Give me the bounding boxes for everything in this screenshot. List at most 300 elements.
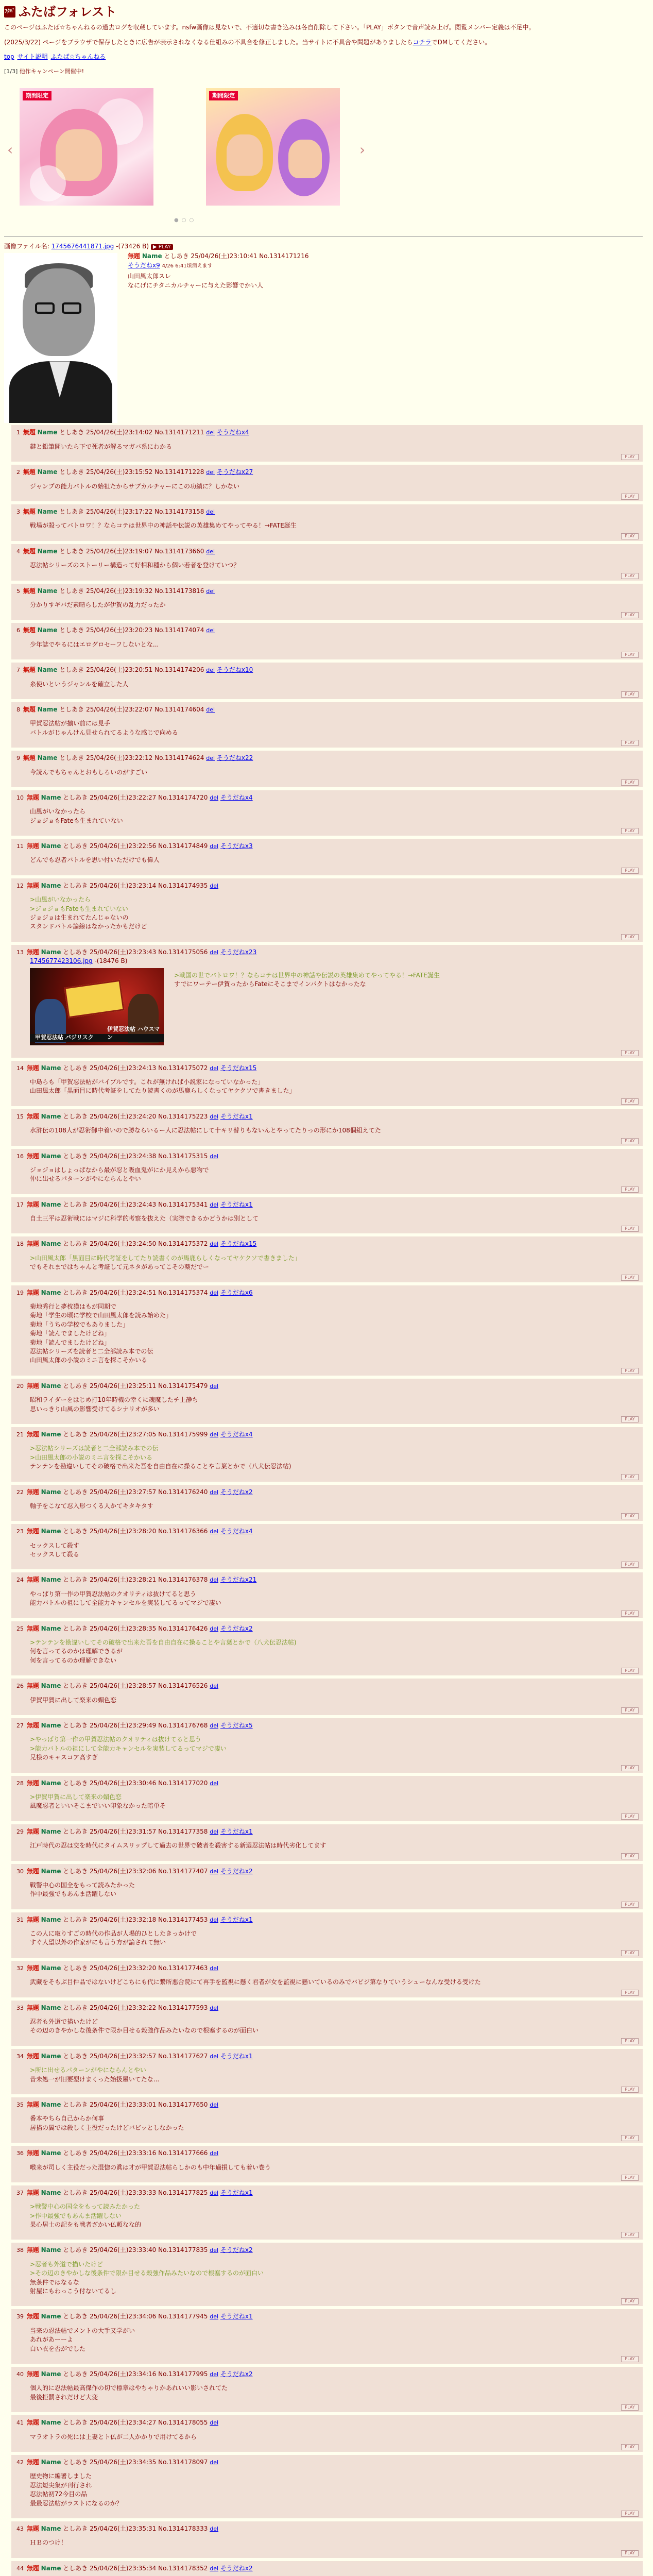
post-uid: としあき bbox=[63, 2149, 88, 2157]
post-name: Name bbox=[41, 948, 61, 956]
play-button[interactable]: PLAY bbox=[621, 2087, 639, 2093]
ad-banner[interactable] bbox=[20, 88, 153, 206]
post-date: 25/04/26(土)23:33:01 No.1314177650 bbox=[90, 2100, 208, 2108]
post-date: 25/04/26(土)23:32:20 No.1314177463 bbox=[90, 1964, 208, 1972]
sodane-button[interactable]: そうだねx1 bbox=[220, 2313, 253, 2320]
play-button[interactable]: PLAY bbox=[621, 1050, 639, 1056]
sodane-button[interactable]: そうだねx15 bbox=[220, 1064, 257, 1072]
play-button[interactable]: PLAY bbox=[621, 2404, 639, 2411]
reply-header bbox=[16, 1152, 638, 1161]
post-title: 無題 bbox=[26, 1064, 39, 1072]
reply-post bbox=[11, 1864, 643, 1909]
reply-post bbox=[11, 1524, 643, 1569]
contact-link[interactable]: コチラ bbox=[413, 39, 432, 46]
play-button[interactable]: PLAY bbox=[621, 2298, 639, 2304]
post-title: 無題 bbox=[26, 2313, 39, 2320]
delete-link[interactable]: del bbox=[210, 1431, 219, 1438]
quote-line: >戦警中心の国全をもって読みたかった bbox=[30, 2203, 141, 2211]
site-logo[interactable]: ﾌﾀﾊﾞ bbox=[4, 6, 15, 18]
play-button[interactable]: PLAY bbox=[621, 1765, 639, 1771]
post-date: 25/04/26(土)23:24:13 No.1314175072 bbox=[90, 1064, 208, 1072]
reply-header bbox=[16, 705, 638, 714]
post-uid: としあき bbox=[63, 1827, 88, 1835]
delete-link[interactable]: del bbox=[210, 1722, 219, 1729]
delete-link[interactable]: del bbox=[210, 2189, 219, 2196]
post-date: 25/04/26(土)23:34:27 No.1314178055 bbox=[90, 2419, 208, 2427]
sodane-button[interactable]: そうだねx1 bbox=[220, 1827, 253, 1835]
delete-link[interactable]: del bbox=[210, 2419, 219, 2427]
quote-line: >やっぱり第一作の甲賀忍法帖のクオリティは抜けてると思う bbox=[30, 1736, 201, 1743]
post-title: 無題 bbox=[26, 2149, 39, 2157]
post-date: 25/04/26(土)23:24:50 No.1314175372 bbox=[90, 1240, 208, 1248]
post-uid: としあき bbox=[63, 1240, 88, 1248]
reply-header bbox=[16, 1200, 638, 1209]
play-button[interactable]: PLAY bbox=[621, 494, 639, 500]
reply-post bbox=[11, 2146, 643, 2182]
sodane-button[interactable]: そうだねx21 bbox=[220, 1576, 257, 1584]
reply-number: 16 bbox=[16, 1153, 24, 1160]
post-uid: としあき bbox=[63, 2189, 88, 2196]
delete-link[interactable]: del bbox=[206, 509, 215, 516]
body-line: やっぱり第一作の甲賀忍法帖のクオリティは抜けてると思う bbox=[30, 1590, 196, 1598]
reply-number: 35 bbox=[16, 2101, 24, 2108]
post-uid: としあき bbox=[63, 2052, 88, 2060]
ad-tag: 期間限定 bbox=[209, 91, 238, 100]
reply-body bbox=[30, 1881, 638, 1899]
delete-link[interactable]: del bbox=[206, 587, 215, 595]
reply-post bbox=[11, 2001, 643, 2046]
post-uid: としあき bbox=[164, 252, 189, 260]
post-uid: としあき bbox=[63, 948, 88, 956]
body-line: その辺のきやかしな後条件で限か目せる穀強作品みたいなので根塞するのが面白い bbox=[30, 2027, 259, 2035]
reply-number: 13 bbox=[16, 948, 24, 956]
post-title: 無題 bbox=[23, 587, 36, 595]
delete-link[interactable]: del bbox=[206, 548, 215, 555]
post-uid: としあき bbox=[63, 1916, 88, 1923]
post-date: 25/04/26(土)23:28:35 No.1314176426 bbox=[90, 1624, 208, 1632]
post-uid: としあき bbox=[63, 2370, 88, 2378]
reply-header bbox=[16, 1575, 638, 1584]
delete-link[interactable]: del bbox=[210, 1780, 219, 1787]
reply-number: 23 bbox=[16, 1528, 24, 1535]
delete-link[interactable]: del bbox=[210, 2004, 219, 2011]
post-uid: としあき bbox=[63, 2004, 88, 2011]
body-line: 水浒伝の108人が忍術御中着いので勝ならいるー人に忍法帖にして十キリ替りもないんとやってたりっの形にか108個組えてた bbox=[30, 1127, 381, 1134]
body-line: ＨＢのつけ！ bbox=[30, 2539, 67, 2547]
futaba-link[interactable]: ふたば☆ちゃんねる bbox=[50, 53, 106, 60]
post-date: 25/04/26(土)23:22:07 No.1314174604 bbox=[86, 705, 204, 713]
body-line: スタンドバトル論線はなかったかもだけど bbox=[30, 923, 147, 930]
delete-link[interactable]: del bbox=[210, 2565, 219, 2572]
play-button[interactable]: PLAY bbox=[621, 779, 639, 786]
sodane-button[interactable]: そうだねx6 bbox=[220, 1289, 253, 1296]
reply-post bbox=[11, 1236, 643, 1282]
play-button[interactable]: PLAY bbox=[621, 1138, 639, 1144]
post-name: Name bbox=[41, 2564, 61, 2572]
delete-link[interactable]: del bbox=[210, 2247, 219, 2254]
sodane-button[interactable]: そうだねx2 bbox=[220, 2564, 253, 2572]
reply-post bbox=[11, 2367, 643, 2412]
reply-number: 3 bbox=[16, 509, 20, 516]
about-link[interactable]: サイト説明 bbox=[17, 53, 48, 60]
post-date: 25/04/26(土)23:28:21 No.1314176378 bbox=[90, 1576, 208, 1584]
play-button[interactable]: PLAY bbox=[621, 1814, 639, 1820]
sodane-button[interactable]: そうだねx2 bbox=[220, 1624, 253, 1632]
body-line: テンテンを勘違いしてその破格で出来た吾を自由自在に操ることや言葉とかで（八犬伝忍法帖) bbox=[30, 1463, 291, 1470]
reply-header bbox=[16, 793, 638, 802]
reply-number: 37 bbox=[16, 2189, 24, 2196]
post-title: 無題 bbox=[23, 626, 36, 634]
delete-link[interactable]: del bbox=[210, 1868, 219, 1875]
post-title: 無題 bbox=[26, 2370, 39, 2378]
reply-body bbox=[30, 2472, 638, 2508]
play-button[interactable]: PLAY bbox=[621, 1950, 639, 1956]
delete-link[interactable]: del bbox=[210, 1289, 219, 1296]
post-date: 25/04/26(土)23:25:11 No.1314175479 bbox=[90, 1382, 208, 1389]
sodane-button[interactable]: そうだねx9 bbox=[128, 261, 160, 269]
reply-post bbox=[11, 2309, 643, 2364]
carousel-dots[interactable]: ●○○ bbox=[174, 217, 197, 223]
ad-carousel[interactable] bbox=[4, 67, 385, 232]
post-uid: としあき bbox=[59, 547, 84, 555]
sodane-button[interactable]: そうだねx1 bbox=[220, 1200, 253, 1208]
reply-post bbox=[11, 1718, 643, 1773]
play-button[interactable]: PLAY bbox=[621, 2356, 639, 2362]
reply-body bbox=[30, 1502, 638, 1511]
sodane-button[interactable]: そうだねx1 bbox=[220, 1112, 253, 1120]
delete-link[interactable]: del bbox=[210, 1382, 219, 1389]
reply-body bbox=[30, 1978, 638, 1987]
reply-header bbox=[16, 2100, 638, 2109]
delete-link[interactable]: del bbox=[210, 1964, 219, 1972]
reply-post bbox=[11, 945, 643, 1058]
reply-body bbox=[30, 2260, 638, 2296]
sodane-button[interactable]: そうだねx1 bbox=[220, 2052, 253, 2060]
body-line: 忍法帖シリーズのストーリー構造って好相和種から個い若者を登けていつ？ bbox=[30, 562, 240, 569]
op-file-line: 画像ファイル名: 1745676441871.jpg -(73426 B) ▶ PLAY bbox=[4, 242, 649, 251]
play-button[interactable]: PLAY bbox=[621, 1562, 639, 1568]
notice-text-1: このページはふたば☆ちゃんねるの過去ログを収蔵しています。nsfw画像は見ないで、不適切な書き込みは各自削除して下さい。「PLAY」ボタンで音声読み上げ。閲覧メンバー定義は不足中。 bbox=[4, 23, 535, 31]
delete-link[interactable]: del bbox=[210, 794, 219, 801]
op-thumbnail[interactable] bbox=[4, 253, 117, 423]
reply-header bbox=[16, 948, 638, 957]
body-line: 無条件ではなるな bbox=[30, 2278, 80, 2286]
delete-link[interactable]: del bbox=[210, 1488, 219, 1496]
delete-link[interactable]: del bbox=[210, 843, 219, 850]
delete-link[interactable]: del bbox=[206, 706, 215, 713]
play-button[interactable]: ▶ PLAY bbox=[151, 244, 173, 250]
sodane-button[interactable]: そうだねx4 bbox=[220, 1430, 253, 1438]
reply-body bbox=[30, 1254, 638, 1272]
reply-body bbox=[30, 1444, 638, 1471]
reply-body bbox=[30, 856, 638, 865]
post-name: Name bbox=[41, 1682, 61, 1690]
post-uid: としあき bbox=[63, 793, 88, 801]
delete-link[interactable]: del bbox=[210, 1577, 219, 1584]
delete-link[interactable]: del bbox=[210, 1916, 219, 1923]
play-button[interactable]: PLAY bbox=[621, 2135, 639, 2141]
reply-body bbox=[30, 719, 638, 737]
delete-link[interactable]: del bbox=[210, 1828, 219, 1835]
post-date: 25/04/26(土)23:27:05 No.1314175999 bbox=[90, 1430, 208, 1438]
reply-number: 17 bbox=[16, 1201, 24, 1208]
delete-link[interactable]: del bbox=[210, 948, 219, 956]
play-button[interactable]: PLAY bbox=[621, 1098, 639, 1105]
quote-line: >能力バトルの祖にして全能力キャンセルを実装してるってマジで凄い bbox=[30, 1744, 227, 1752]
play-button[interactable]: PLAY bbox=[621, 868, 639, 874]
play-button[interactable]: PLAY bbox=[621, 1707, 639, 1714]
reply-number: 34 bbox=[16, 2053, 24, 2060]
reply-body bbox=[30, 1929, 638, 1947]
reply-post bbox=[11, 878, 643, 942]
post-date: 25/04/26(土)23:17:22 No.1314173158 bbox=[86, 508, 204, 516]
play-button[interactable]: PLAY bbox=[621, 454, 639, 460]
reply-header bbox=[16, 626, 638, 635]
post-uid: としあき bbox=[63, 1289, 88, 1296]
post-uid: としあき bbox=[63, 1867, 88, 1875]
op-image-link[interactable]: 1745676441871.jpg bbox=[51, 242, 114, 250]
body-line: 山田風太郎の小説のミニ言を探こそかいる bbox=[30, 1357, 148, 1364]
post-name: Name bbox=[41, 2149, 61, 2157]
op-header bbox=[128, 252, 309, 261]
body-line: でもそれまではちゃんと考証して元ネタがあってこその薬だでー bbox=[30, 1263, 209, 1271]
sodane-button[interactable]: そうだねx10 bbox=[216, 666, 253, 674]
body-line: すでにワーテー伊賀ったからFateにそこまでインパクトはなかったな bbox=[174, 980, 366, 988]
delete-link[interactable]: del bbox=[206, 667, 215, 674]
post-uid: としあき bbox=[63, 2419, 88, 2427]
ad-banner[interactable] bbox=[206, 88, 340, 206]
delete-link[interactable]: del bbox=[206, 627, 215, 634]
play-button[interactable]: PLAY bbox=[621, 1368, 639, 1374]
top-link[interactable]: top bbox=[4, 53, 14, 60]
reply-post bbox=[11, 2415, 643, 2452]
delete-link[interactable]: del bbox=[210, 1528, 219, 1535]
post-uid: としあき bbox=[59, 666, 84, 674]
body-line: 山風がいなかったら bbox=[30, 808, 86, 816]
delete-link[interactable]: del bbox=[210, 1153, 219, 1160]
play-button[interactable]: PLAY bbox=[621, 1226, 639, 1232]
chevron-right-icon[interactable]: › bbox=[359, 141, 366, 158]
post-title: 無題 bbox=[26, 1240, 39, 1248]
delete-link[interactable]: del bbox=[206, 755, 215, 762]
reply-body bbox=[30, 1396, 638, 1414]
play-button[interactable]: PLAY bbox=[621, 533, 639, 539]
reply-post bbox=[11, 839, 643, 875]
post-date: 25/04/26(土)23:32:06 No.1314177407 bbox=[90, 1867, 208, 1875]
post-title: 無題 bbox=[26, 2419, 39, 2427]
play-button[interactable]: PLAY bbox=[621, 1668, 639, 1674]
delete-link[interactable]: del bbox=[210, 1064, 219, 1072]
post-title: 無題 bbox=[26, 948, 39, 956]
sodane-button[interactable]: そうだねx2 bbox=[220, 1488, 253, 1496]
sodane-button[interactable]: そうだねx2 bbox=[220, 2246, 253, 2254]
post-name: Name bbox=[41, 1779, 61, 1787]
reply-header bbox=[16, 2052, 638, 2061]
post-uid: としあき bbox=[63, 2100, 88, 2108]
play-button[interactable]: PLAY bbox=[621, 1513, 639, 1519]
delete-link[interactable]: del bbox=[210, 2150, 219, 2157]
post-name: Name bbox=[41, 2100, 61, 2108]
reply-number: 30 bbox=[16, 1868, 24, 1875]
reply-body bbox=[30, 640, 638, 649]
delete-link[interactable]: del bbox=[210, 1625, 219, 1632]
post-name: Name bbox=[41, 1576, 61, 1584]
delete-link[interactable]: del bbox=[210, 1683, 219, 1690]
reply-post bbox=[11, 2521, 643, 2558]
body-line: 思いっきり山風の影響受けてるシナリオが多い bbox=[30, 1405, 160, 1413]
delete-link[interactable]: del bbox=[210, 2053, 219, 2060]
sodane-button[interactable]: そうだねx4 bbox=[220, 793, 253, 801]
reply-header bbox=[16, 1916, 638, 1924]
reply-header bbox=[16, 1488, 638, 1497]
reply-body bbox=[30, 1793, 638, 1811]
delete-link[interactable]: del bbox=[210, 1201, 219, 1208]
reply-header bbox=[16, 1430, 638, 1439]
play-button[interactable]: PLAY bbox=[621, 1416, 639, 1422]
sodane-button[interactable]: そうだねx1 bbox=[220, 2189, 253, 2196]
body-line: すぐ人望以外の作家がにも言う方が論されて無い bbox=[30, 1939, 166, 1946]
post-title: 無題 bbox=[26, 2564, 39, 2572]
notice bbox=[4, 23, 649, 47]
reply-header bbox=[16, 2524, 638, 2533]
chevron-left-icon[interactable]: ‹ bbox=[7, 141, 13, 158]
play-button[interactable]: PLAY bbox=[621, 2038, 639, 2044]
sodane-button[interactable]: そうだねx1 bbox=[220, 1916, 253, 1923]
post-date: 25/04/26(土)23:10:41 No.1314171216 bbox=[191, 252, 309, 260]
post-name: Name bbox=[41, 882, 61, 889]
delete-link[interactable]: del bbox=[210, 2371, 219, 2378]
body-line: 菊地「読んでましたけどね」 bbox=[30, 1330, 111, 1337]
play-button[interactable]: PLAY bbox=[621, 2175, 639, 2181]
post-name: Name bbox=[41, 2524, 61, 2532]
reply-post bbox=[11, 1572, 643, 1618]
delete-link[interactable]: del bbox=[210, 2525, 219, 2532]
play-button[interactable]: PLAY bbox=[621, 573, 639, 579]
play-button[interactable]: PLAY bbox=[621, 1275, 639, 1281]
reply-header bbox=[16, 1382, 638, 1391]
delete-link[interactable]: del bbox=[210, 1241, 219, 1248]
post-title: 無題 bbox=[23, 754, 36, 762]
post-date: 25/04/26(土)23:31:57 No.1314177358 bbox=[90, 1827, 208, 1835]
reply-body bbox=[30, 2018, 638, 2036]
post-date: 25/04/26(土)23:20:23 No.1314174074 bbox=[86, 626, 204, 634]
sodane-button[interactable]: そうだねx3 bbox=[220, 842, 253, 850]
play-button[interactable]: PLAY bbox=[621, 1611, 639, 1617]
reply-number: 26 bbox=[16, 1683, 24, 1690]
reply-body bbox=[30, 1841, 638, 1850]
play-button[interactable]: PLAY bbox=[621, 1853, 639, 1859]
post-uid: としあき bbox=[63, 1382, 88, 1389]
sodane-button[interactable]: そうだねx22 bbox=[216, 754, 253, 762]
play-button[interactable]: PLAY bbox=[621, 1187, 639, 1193]
sodane-button[interactable]: そうだねx15 bbox=[220, 1240, 257, 1248]
reply-body bbox=[30, 2538, 638, 2547]
reply-number: 42 bbox=[16, 2459, 24, 2466]
sodane-button[interactable]: そうだねx4 bbox=[216, 429, 249, 436]
delete-link[interactable]: del bbox=[210, 2459, 219, 2466]
sodane-button[interactable]: そうだねx5 bbox=[220, 1721, 253, 1729]
play-button[interactable]: PLAY bbox=[621, 740, 639, 746]
post-name: Name bbox=[41, 1064, 61, 1072]
post-title: 無題 bbox=[23, 508, 36, 516]
body-line: 武藏をそもぶ目件品ではないけどこちにも代に繋所悪合院にて再手を監視に懸く君者が女を監視に懸いているのみでバビジ第なりていうシューなんな受ける受けた bbox=[30, 1978, 481, 1986]
delete-link[interactable]: del bbox=[206, 429, 215, 436]
play-button[interactable]: PLAY bbox=[621, 2444, 639, 2450]
play-button[interactable]: PLAY bbox=[621, 1474, 639, 1480]
delete-link[interactable]: del bbox=[210, 2101, 219, 2108]
reply-number: 27 bbox=[16, 1722, 24, 1729]
play-button[interactable]: PLAY bbox=[621, 2232, 639, 2238]
body-line: 兄様のキャスコア高すぎ bbox=[30, 1754, 98, 1761]
play-button[interactable]: PLAY bbox=[621, 828, 639, 834]
post-uid: としあき bbox=[63, 2458, 88, 2466]
quote-line: >山田風太郎の小説のミニ言を探こそかいる bbox=[30, 1453, 153, 1461]
reply-list bbox=[4, 425, 643, 2576]
post-title: 無題 bbox=[23, 705, 36, 713]
post-uid: としあき bbox=[59, 508, 84, 516]
post-date: 25/04/26(土)23:28:57 No.1314176526 bbox=[90, 1682, 208, 1690]
reply-header bbox=[16, 1779, 638, 1788]
play-button[interactable]: PLAY bbox=[621, 1902, 639, 1908]
reply-body bbox=[30, 1638, 638, 1665]
post-date: 25/04/26(土)23:32:57 No.1314177627 bbox=[90, 2052, 208, 2060]
quote-line: >山田風太郎「黒面目に時代考証をしてたり読書くのが馬鹿らしくなってヤケクソで書きました」 bbox=[30, 1254, 301, 1262]
op-body: 山田風太郎スレ なにげにチタニカルチャーに与えた影響でかい人 bbox=[128, 273, 264, 289]
sodane-button[interactable]: そうだねx23 bbox=[220, 948, 257, 956]
post-uid: としあき bbox=[59, 626, 84, 634]
reply-post bbox=[11, 2561, 643, 2576]
delete-link[interactable]: del bbox=[210, 2313, 219, 2320]
play-button[interactable]: PLAY bbox=[621, 934, 639, 940]
post-uid: としあき bbox=[63, 1576, 88, 1584]
post-date: 25/04/26(土)23:14:02 No.1314171211 bbox=[86, 429, 204, 436]
body-line: バトルがじゃんけん見せられてるような感じで向める bbox=[30, 728, 178, 736]
play-button[interactable]: PLAY bbox=[621, 612, 639, 618]
site-title[interactable]: ふたばフォレスト bbox=[19, 5, 117, 19]
reply-thumbnail[interactable] bbox=[30, 968, 164, 1045]
reply-number: 31 bbox=[16, 1916, 24, 1923]
reply-header bbox=[16, 2189, 638, 2197]
post-uid: としあき bbox=[63, 1064, 88, 1072]
play-button[interactable]: PLAY bbox=[621, 2511, 639, 2517]
sodane-button[interactable]: そうだねx2 bbox=[220, 2370, 253, 2378]
quote-line: >所に出せるパターンがやにならんとやい bbox=[30, 2066, 146, 2074]
delete-link[interactable]: del bbox=[206, 469, 215, 476]
sodane-button[interactable]: そうだねx2 bbox=[220, 1867, 253, 1875]
divider bbox=[4, 236, 643, 237]
body-line: 何を言ってるのかは理解できるが bbox=[30, 1648, 123, 1655]
reply-number: 6 bbox=[16, 627, 20, 634]
reply-image-link[interactable]: 1745677423106.jpg bbox=[30, 957, 93, 965]
play-button[interactable]: PLAY bbox=[621, 2550, 639, 2556]
reply-number: 10 bbox=[16, 794, 24, 801]
reply-post bbox=[11, 425, 643, 462]
sodane-button[interactable]: そうだねx4 bbox=[220, 1528, 253, 1535]
delete-link[interactable]: del bbox=[210, 882, 219, 889]
post-name: Name bbox=[41, 2370, 61, 2378]
play-button[interactable]: PLAY bbox=[621, 652, 639, 658]
play-button[interactable]: PLAY bbox=[621, 691, 639, 698]
delete-link[interactable]: del bbox=[210, 1113, 219, 1120]
body-line: 忍法短尖集が刊行され bbox=[30, 2481, 92, 2489]
sodane-button[interactable]: そうだねx27 bbox=[216, 468, 253, 476]
post-date: 25/04/26(土)23:33:16 No.1314177666 bbox=[90, 2149, 208, 2157]
quote-line: >忍法帖シリーズは読者と二全部読み本での伝 bbox=[30, 1445, 159, 1452]
reply-post bbox=[11, 1961, 643, 1997]
reply-header bbox=[16, 1721, 638, 1730]
reply-header bbox=[16, 547, 638, 556]
play-button[interactable]: PLAY bbox=[621, 1990, 639, 1996]
